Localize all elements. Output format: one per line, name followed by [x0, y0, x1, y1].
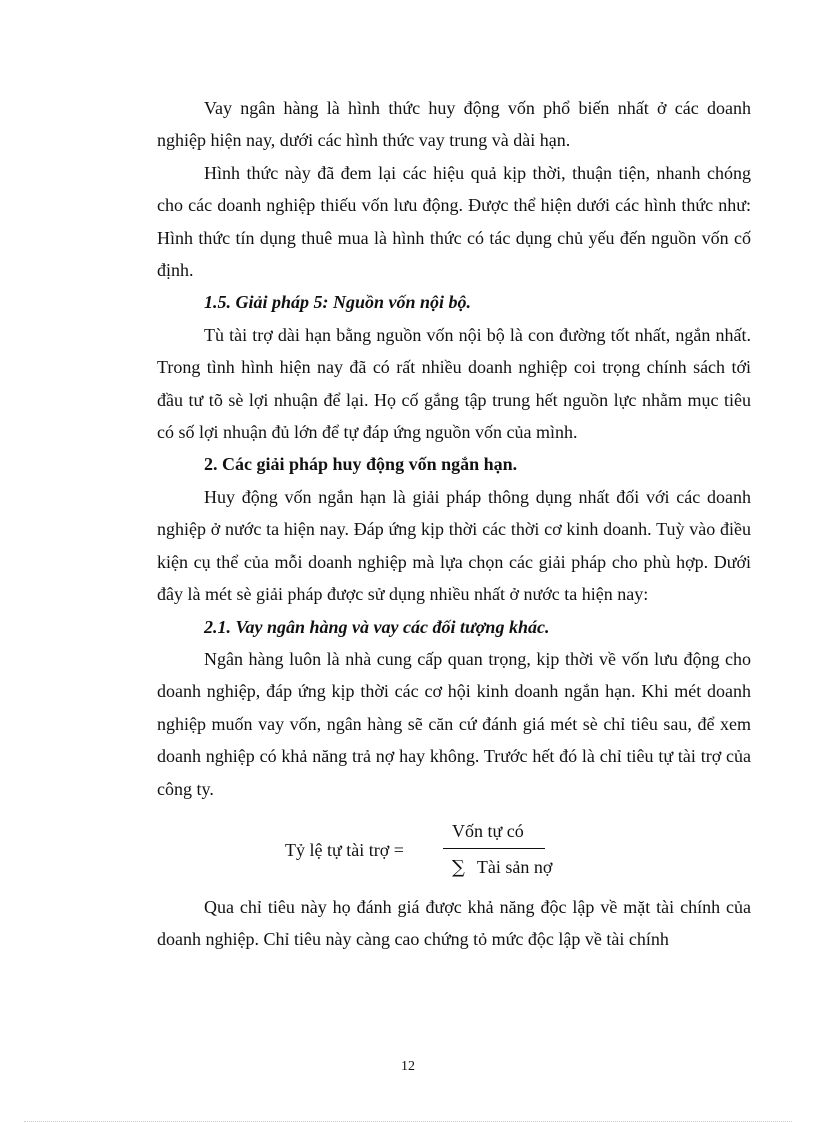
page-content [157, 92, 751, 956]
self-financing-ratio-formula [157, 821, 751, 887]
page-number: 12 [401, 1059, 415, 1074]
paragraph-bank-loans: Vay ngân hàng là hình thức huy động vốn phổ biến nhất ở các doanh nghiệp hiện nay, dưới các hình thức vay trung và dài hạn. [157, 98, 751, 151]
formula-denominator: Tài sản nợ [476, 856, 553, 877]
formula-lhs: Tỷ lệ tự tài trợ = [285, 839, 404, 860]
fraction-bar [443, 848, 545, 849]
paragraph-ratio-meaning: Qua chỉ tiêu này họ đánh giá được khả năng độc lập về mặt tài chính của doanh nghiệp. Chỉ tiêu này càng cao chứng tỏ mức độc lập về tài chính [157, 896, 751, 950]
formula-denominator-wrapper [452, 857, 552, 878]
sum-symbol: ∑ [452, 856, 465, 878]
formula-numerator: Vốn tự có [452, 820, 524, 841]
paragraph-short-term-intro: Huy động vốn ngắn hạn là giải pháp thông dụng nhất đối với các doanh nghiệp ở nước ta hiện nay. Đáp ứng kịp thời các thời cơ kinh doanh. Tuỳ vào điều kiện cụ thể của mỗi doanh nghiệp mà lựa chọn các giải pháp cho phù hợp. Dưới đây là mét sè giải pháp được sử dụng nhiều nhất ở nước ta hiện nay: [157, 486, 751, 605]
heading-short-term-solutions: 2. Các giải pháp huy động vốn ngắn hạn. [204, 454, 518, 475]
heading-2-1-bank-loans: 2.1. Vay ngân hàng và vay các đối tượng khác. [204, 616, 550, 637]
heading-solution-5: 1.5. Giải pháp 5: Nguồn vốn nội bộ. [204, 292, 472, 313]
paragraph-loan-benefits: Hình thức này đã đem lại các hiệu quả kịp thời, thuận tiện, nhanh chóng cho các doanh nghiệp thiếu vốn lưu động. Được thể hiện dưới các hình thức như: Hình thức tín dụng thuê mua là hình thức có tác dụng chủ yếu đến nguồn vốn cố định. [157, 162, 751, 281]
paragraph-internal-funds: Tù tài trợ dài hạn bằng nguồn vốn nội bộ là con đường tốt nhất, ngắn nhất. Trong tình hình hiện nay đã có rất nhiều doanh nghiệp coi trọng chính sách tới đầu tư tõ sè lợi nhuận để lại. Họ cố gắng tập trung hết nguồn lực nhằm mục tiêu có số lợi nhuận đủ lớn để tự đáp ứng nguồn vốn của mình. [157, 324, 751, 443]
page-bottom-dotted-border [24, 1121, 792, 1122]
paragraph-bank-supplier: Ngân hàng luôn là nhà cung cấp quan trọng, kịp thời về vốn lưu động cho doanh nghiệp, đáp ứng kịp thời các cơ hội kinh doanh ngắn hạn. Khi mét doanh nghiệp muốn vay vốn, ngân hàng sẽ căn cứ đánh giá mét sè chỉ tiêu sau, để xem doanh nghiệp có khả năng trả nợ hay không. Trước hết đó là chỉ tiêu tự tài trợ của công ty. [157, 648, 751, 799]
